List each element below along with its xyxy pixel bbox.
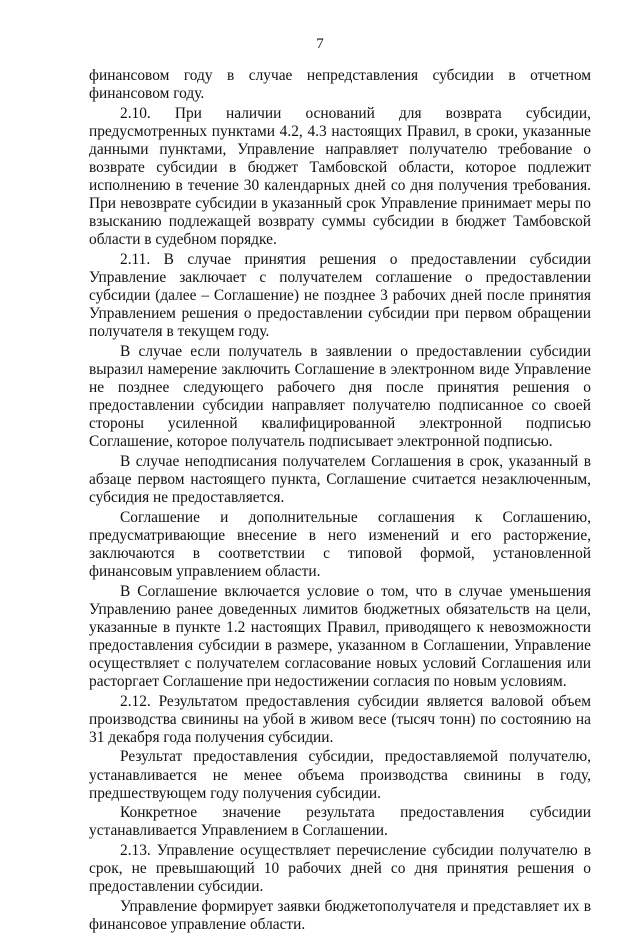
- paragraph-unsigned-agreement: В случае неподписания получателем Соглашения в срок, указанный в абзаце первом настоящего пункта, Соглашение считается незаключенным, субсидия не предоставляется.: [89, 452, 591, 507]
- paragraph-budget-requests: Управление формирует заявки бюджетополучателя и представляет их в финансовое управление области.: [89, 897, 591, 933]
- paragraph-additional-agreements: Соглашение и дополнительные соглашения к Соглашению, предусматривающие внесение в него изменений и его расторжение, заключаются в соответствии с типовой формой, установленной финансовым управлением области.: [89, 508, 591, 581]
- paragraph-limits-condition: В Соглашение включается условие о том, что в случае уменьшения Управлению ранее доведенных лимитов бюджетных обязательств на цели, указанные в пункте 1.2 настоящих Правил, приводящего к невозможности предоставления субсидии в размере, указанном в Соглашении, Управление осуществляет с получателем согласование новых условий Соглашения или расторгает Соглашение при недостижении согласия по новым условиям.: [89, 582, 591, 691]
- paragraph-result-value: Конкретное значение результата предоставления субсидии устанавливается Управлением в Соглашении.: [89, 804, 591, 840]
- paragraph-2-11: 2.11. В случае принятия решения о предоставлении субсидии Управление заключает с получателем соглашение о предоставлении субсидии (далее – Соглашение) не позднее 3 рабочих дней после принятия Управлением решения о предоставлении субсидии при первом обращении получателя в текущем году.: [89, 250, 591, 341]
- paragraph-continuation: финансовом году в случае непредставления субсидии в отчетном финансовом году.: [89, 67, 591, 103]
- paragraph-2-12: 2.12. Результатом предоставления субсидии является валовой объем производства свинины на убой в живом весе (тысяч тонн) по состоянию на 31 декабря года получения субсидии.: [89, 692, 591, 746]
- page-number: 7: [316, 36, 324, 52]
- document-body: [89, 67, 591, 935]
- paragraph-electronic-agreement: В случае если получатель в заявлении о предоставлении субсидии выразил намерение заключить Соглашение в электронном виде Управление не позднее следующего рабочего дня после принятия решения о предоставлении субсидии направляет получателю подписанное со своей стороны усиленной квалифицированной электронной подписью Соглашение, которое получатель подписывает электронной подписью.: [89, 342, 591, 451]
- paragraph-result-minimum: Результат предоставления субсидии, предоставляемой получателю, устанавливается не менее объема производства свинины в году, предшествующем году получения субсидии.: [89, 748, 591, 802]
- paragraph-2-13: 2.13. Управление осуществляет перечисление субсидии получателю в срок, не превышающий 10 рабочих дней со дня принятия решения о предоставлении субсидии.: [89, 841, 591, 896]
- paragraph-2-10: 2.10. При наличии оснований для возврата субсидии, предусмотренных пунктами 4.2, 4.3 настоящих Правил, в сроки, указанные данными пунктами, Управление направляет получателю требование о возврате субсидии в бюджет Тамбовской области, которое подлежит исполнению в течение 30 календарных дней со дня получения требования. При невозврате субсидии в указанный срок Управление принимает меры по взысканию подлежащей возврату суммы субсидии в бюджет Тамбовской области в судебном порядке.: [89, 104, 591, 249]
